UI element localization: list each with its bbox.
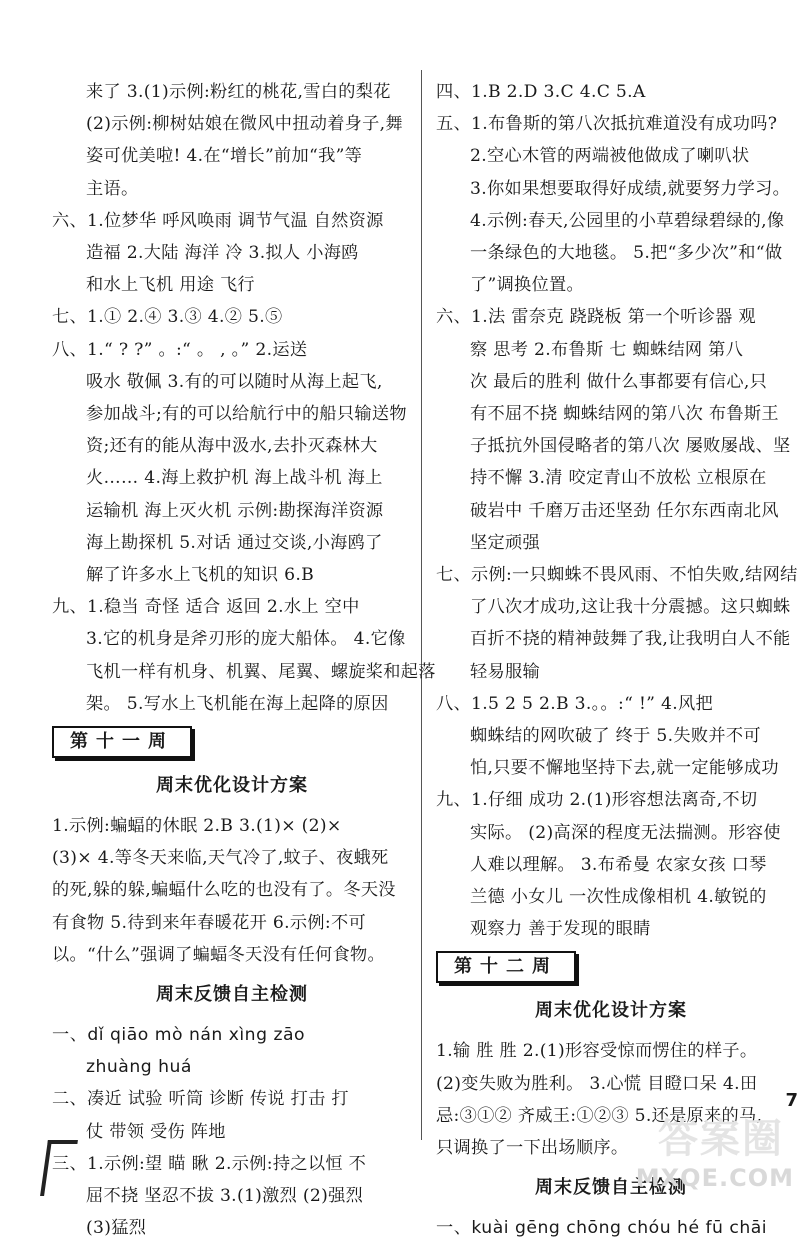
text-line: 人难以理解。 3.布希曼 农家女孩 口琴 [470, 854, 767, 875]
left-column [52, 76, 436, 1245]
text-line: 一条绿色的大地毯。 5.把“多少次”和“做 [470, 243, 783, 264]
text-line: 以。“什么”强调了蝙蝠冬天没有任何食物。 [52, 944, 385, 965]
text-line: 姿可优美啦! 4.在“增长”前加“我”等 [86, 146, 363, 167]
text-line: 持不懈 3.清 咬定青山不放松 立根原在 [470, 468, 767, 489]
text-line: 有不屈不挠 蜘蛛结网的第八次 布鲁斯王 [470, 404, 779, 425]
text-line: 蜘蛛结的网吹破了 终于 5.失败并不可 [470, 726, 761, 747]
text-line: 怕,只要不懈地坚持下去,就一定能够成功 [470, 758, 779, 779]
text-line: 观察力 善于发现的眼睛 [470, 919, 651, 940]
pinyin-line: 一、kuài gēng chōng chóu hé fū chāi [436, 1218, 768, 1239]
section-title: 周末优化设计方案 [156, 775, 308, 797]
text-line: 资;还有的能从海中汲水,去扑灭森林大 [86, 436, 378, 457]
text-line: 轻易服输 [470, 661, 540, 682]
text-line: 八、1.“ ? ?” 。:“ 。 , 。” 2.运送 [52, 339, 308, 360]
week-12-label: 第十二周 [436, 951, 576, 983]
text-line: 2.空心木管的两端被他做成了喇叭状 [470, 146, 750, 167]
text-line: 八、1.5 2 5 2.B 3.。。:“ !” 4.风把 [436, 693, 714, 714]
text-line: 三、1.示例:望 瞄 瞅 2.示例:持之以恒 不 [52, 1153, 367, 1174]
text-line: 4.示例:春天,公园里的小草碧绿碧绿的,像 [470, 210, 785, 231]
text-line: 四、1.B 2.D 3.C 4.C 5.A [436, 82, 646, 102]
text-line: 七、示例:一只蜘蛛不畏风雨、不怕失败,结网结 [436, 565, 798, 586]
text-line: 架。 5.写水上飞机能在海上起降的原因 [86, 693, 389, 714]
text-line: 运输机 海上灭火机 示例:勘探海洋资源 [86, 500, 384, 521]
text-line: 七、1.① 2.④ 3.③ 4.② 5.⑤ [52, 307, 283, 328]
text-line: 主语。 [86, 178, 139, 199]
text-line: 忌:③①② 齐威王:①②③ 5.还是原来的马, [436, 1105, 763, 1126]
text-line: 五、1.布鲁斯的第八次抵抗难道没有成功吗? [436, 114, 778, 135]
week-11-header [52, 726, 412, 762]
page-number: 7 [785, 1090, 798, 1111]
text-line: 二、凑近 试验 听筒 诊断 传说 打击 打 [52, 1089, 349, 1110]
text-line: 六、1.法 雷奈克 跷跷板 第一个听诊器 观 [436, 307, 756, 328]
text-line: 吸水 敬佩 3.有的可以随时从海上起飞, [86, 371, 383, 392]
text-line: 百折不挠的精神鼓舞了我,让我明白人不能 [470, 629, 791, 650]
week-12-header [436, 951, 786, 987]
column-divider [421, 70, 422, 1140]
text-line: 六、1.位梦华 呼风唤雨 调节气温 自然资源 [52, 210, 384, 231]
text-line: 参加战斗;有的可以给航行中的船只输送物 [86, 404, 407, 425]
text-line: 的死,躲的躲,蝙蝠什么吃的也没有了。冬天没 [52, 880, 396, 901]
text-line: 察 思考 2.布鲁斯 七 蜘蛛结网 第八 [470, 339, 744, 360]
text-line: 火…… 4.海上救护机 海上战斗机 海上 [86, 468, 383, 489]
text-line: 和水上飞机 用途 飞行 [86, 275, 255, 296]
text-line: 有食物 5.待到来年春暖花开 6.示例:不可 [52, 912, 366, 933]
watermark-text: MXQE.COM [635, 1164, 794, 1192]
text-line: 破岩中 千磨万击还坚劲 任尔东西南北风 [470, 500, 779, 521]
watermark-logo: 答案圈 [658, 1116, 784, 1162]
text-line: 只调换了一下出场顺序。 [436, 1138, 629, 1159]
text-line: 解了许多水上飞机的知识 6.B [86, 565, 315, 586]
text-line: 九、1.稳当 奇怪 适合 返回 2.水上 空中 [52, 597, 360, 618]
right-column [436, 76, 798, 1245]
text-line: (3)× 4.等冬天来临,天气冷了,蚊子、夜蛾死 [52, 848, 389, 869]
section-title: 周末反馈自主检测 [535, 1177, 687, 1199]
text-line: 3.你如果想要取得好成绩,就要努力学习。 [470, 178, 791, 199]
pinyin-line: 一、dǐ qiāo mò nán xìng zāo [52, 1025, 306, 1046]
text-line: (2)变失败为胜利。 3.心慌 目瞪口呆 4.田 [436, 1073, 758, 1094]
text-line: 九、1.仔细 成功 2.(1)形容想法离奇,不切 [436, 790, 758, 811]
text-line: 造福 2.大陆 海洋 冷 3.拟人 小海鸥 [86, 243, 359, 264]
text-line: (2)示例:柳树姑娘在微风中扭动着身子,舞 [86, 114, 403, 135]
text-line: 1.示例:蝙蝠的休眠 2.B 3.(1)× (2)× [52, 816, 342, 837]
text-line: 海上勘探机 5.对话 通过交谈,小海鸥了 [86, 532, 383, 553]
section-title: 周末优化设计方案 [535, 1000, 687, 1022]
text-line: 实际。 (2)高深的程度无法揣测。形容使 [470, 822, 781, 843]
text-line: 次 最后的胜利 做什么事都要有信心,只 [470, 371, 768, 392]
text-line: 了”调换位置。 [470, 275, 585, 296]
section-title: 周末反馈自主检测 [156, 984, 308, 1006]
week-11-label: 第十一周 [52, 726, 192, 758]
text-line: 来了 3.(1)示例:粉红的桃花,雪白的梨花 [86, 82, 391, 102]
text-line: 子抵抗外国侵略者的第八次 屡败屡战、坚 [470, 436, 791, 457]
text-line: 坚定顽强 [470, 532, 540, 553]
text-line: 屈不挠 坚忍不拔 3.(1)激烈 (2)强烈 [86, 1186, 364, 1207]
text-line: 1.输 胜 胜 2.(1)形容受惊而愣住的样子。 [436, 1041, 758, 1062]
text-line: 飞机一样有机身、机翼、尾翼、螺旋桨和起落 [86, 661, 436, 682]
text-line: (3)猛烈 [86, 1218, 147, 1239]
text-line: 兰德 小女儿 一次性成像相机 4.敏锐的 [470, 887, 767, 908]
pinyin-line: zhuàng huá [86, 1057, 192, 1078]
text-line: 了八次才成功,这让我十分震撼。这只蜘蛛 [470, 597, 791, 618]
text-line: 3.它的机身是斧刃形的庞大船体。 4.它像 [86, 629, 406, 650]
text-line: 仗 带领 受伤 阵地 [86, 1121, 226, 1142]
